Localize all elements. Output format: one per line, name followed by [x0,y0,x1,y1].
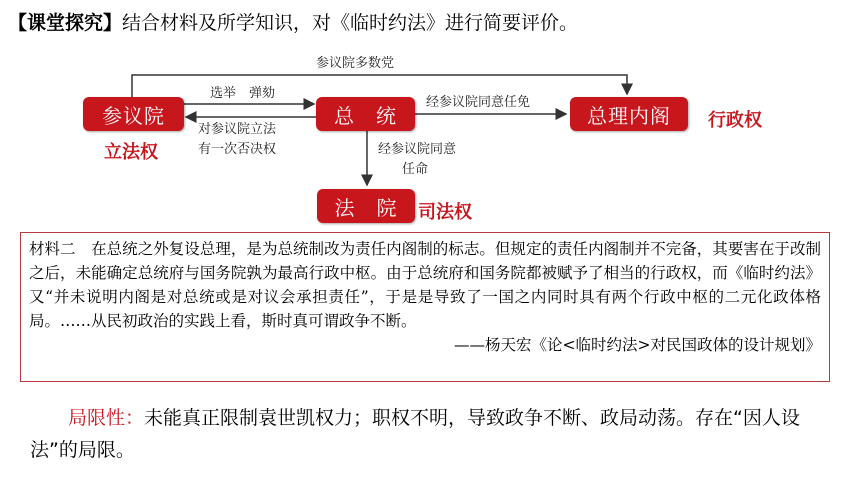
power-legislative: 立法权 [104,142,158,163]
node-cabinet: 总理内阁 [570,97,688,131]
question-text: 结合材料及所学知识，对《临时约法》进行简要评价。 [122,12,579,34]
label-appoint-cabinet: 经参议院同意任免 [426,95,531,110]
label-elect-impeach: 选举 弹劾 [210,86,276,101]
limitation-paragraph [30,402,842,466]
label-appoint-court-line1: 经参议院同意 [378,142,457,157]
limitation-text: 未能真正限制袁世凯权力；职权不明，导致政争不断、政局动荡。存在“因人设法”的局限。 [30,407,800,461]
section-label: 【课堂探究】 [8,12,123,34]
label-veto-line1: 对参议院立法 [198,122,277,137]
node-court: 法 院 [317,189,415,223]
material-box [20,232,830,382]
label-senate-majority: 参议院多数党 [316,56,395,71]
node-president: 总 统 [316,97,415,131]
label-veto-line2: 有一次否决权 [198,142,277,157]
node-senate: 参议院 [83,97,184,131]
label-appoint-court-line2: 任命 [402,162,429,177]
power-judicial: 司法权 [418,202,472,223]
limitation-label: 局限性： [68,407,145,429]
arrow-senate-majority-to-cabinet [132,75,627,97]
material-source: ——杨天宏《论<临时约法>对民国政体的设计规划》 [454,336,821,354]
material-text: 材料二 在总统之外复设总理，是为总统制改为责任内阁制的标志。但规定的责任内阁制并不完备，其要害在于改制之后，未能确定总统府与国务院孰为最高行政中枢。由于总统府和国务院都被赋予了相当的行政权，而《临时约法》又“并未说明内阁是对总统或是对议会承担责任”，于是是导致了一国之内同时具有两个行政中枢的二元化政体格局。……从民初政治的实践上看，斯时真可谓政争不断。 [29,240,821,330]
power-executive: 行政权 [708,110,762,131]
